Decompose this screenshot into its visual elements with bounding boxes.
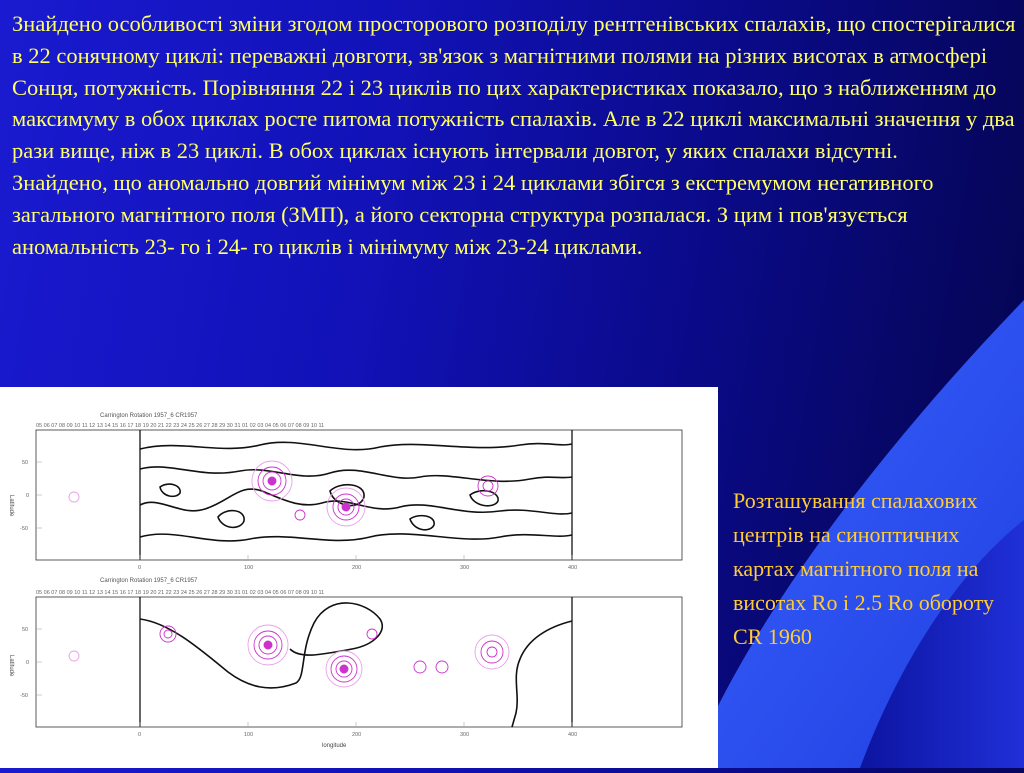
map-top-x-tick-300: 300	[460, 565, 470, 571]
paragraph-cycle-comparison: Знайдено особливості зміни згодом просторового розподілу рентгенівських спалахів, що спостерігалися в 22 сонячному циклі: переважні довготи, зв'язок з магнітними полями на різних висотах в атмосфері Сонця, потужність. Порівняння 22 і 23 циклів по цих характеристиках показало, що з наближенням до максимуму в обох циклах росте питома потужність спалахів. Але в 22 циклі максимальні значення у два рази вище, ніж в 23 циклі. В обох циклах існують інтервали довгот, у яких спалахи відсутні.	[12, 11, 1016, 164]
map-top-x-tick-0: 0	[138, 565, 142, 571]
main-text-block	[12, 8, 1022, 262]
map-bottom-x-tick-400: 400	[568, 732, 578, 738]
map-top-y-tick-50: 50	[22, 460, 29, 466]
map-bottom-y-label: Latitude	[8, 655, 14, 677]
map-bottom-y-tick-minus50: -50	[20, 693, 28, 699]
synoptic-maps-figure	[0, 387, 718, 768]
map-top-flare-centres	[69, 461, 498, 526]
map-top-y-label: Latitude	[8, 495, 14, 517]
map-bottom-x-label: longitude	[322, 743, 347, 749]
map-top-x-tick-400: 400	[568, 565, 578, 571]
map-top-y-tick-minus50: -50	[20, 526, 28, 532]
figure-caption: Розташування спалахових центрів на синоптичних картах магнітного поля на висотах Ro і 2.5 Ro обороту CR 1960	[733, 488, 994, 649]
map-bottom-title: Carrington Rotation 1957_6 CR1957	[100, 578, 198, 584]
synoptic-map-top	[8, 413, 682, 571]
map-top-rotation-ticks: 05 06 07 08 09 10 11 12 13 14 15 16 17 18 19 20 21 22 23 24 25 26 27 28 29 30 31 01 02 03 04 05 06 07 08 09 10 11	[36, 423, 325, 429]
map-top-x-tick-200: 200	[352, 565, 362, 571]
synoptic-map-bottom	[8, 578, 682, 749]
map-top-field-contours	[140, 442, 572, 541]
map-bottom-y-tick-50: 50	[22, 627, 29, 633]
paragraph-minimum-anomaly: Знайдено, що аномально довгий мінімум між 23 і 24 циклами збігся з екстремумом негативного загального магнітного поля (ЗМП), а його секторна структура розпалася. З цим і пов'язується аномальність 23- го і 24- го циклів і мінімуму між 23-24 циклами.	[12, 169, 934, 259]
map-bottom-x-tick-0: 0	[138, 732, 142, 738]
map-top-y-tick-0: 0	[26, 493, 30, 499]
map-bottom-x-tick-100: 100	[244, 732, 254, 738]
map-bottom-rotation-ticks: 05 06 07 08 09 10 11 12 13 14 15 16 17 18 19 20 21 22 23 24 25 26 27 28 29 30 31 01 02 03 04 05 06 07 08 09 10 11	[36, 590, 325, 596]
map-bottom-x-tick-200: 200	[352, 732, 362, 738]
map-bottom-x-tick-300: 300	[460, 732, 470, 738]
map-top-x-tick-100: 100	[244, 565, 254, 571]
map-bottom-y-tick-0: 0	[26, 660, 30, 666]
map-bottom-flare-centres	[69, 625, 509, 687]
map-top-title: Carrington Rotation 1957_6 CR1957	[100, 413, 198, 419]
